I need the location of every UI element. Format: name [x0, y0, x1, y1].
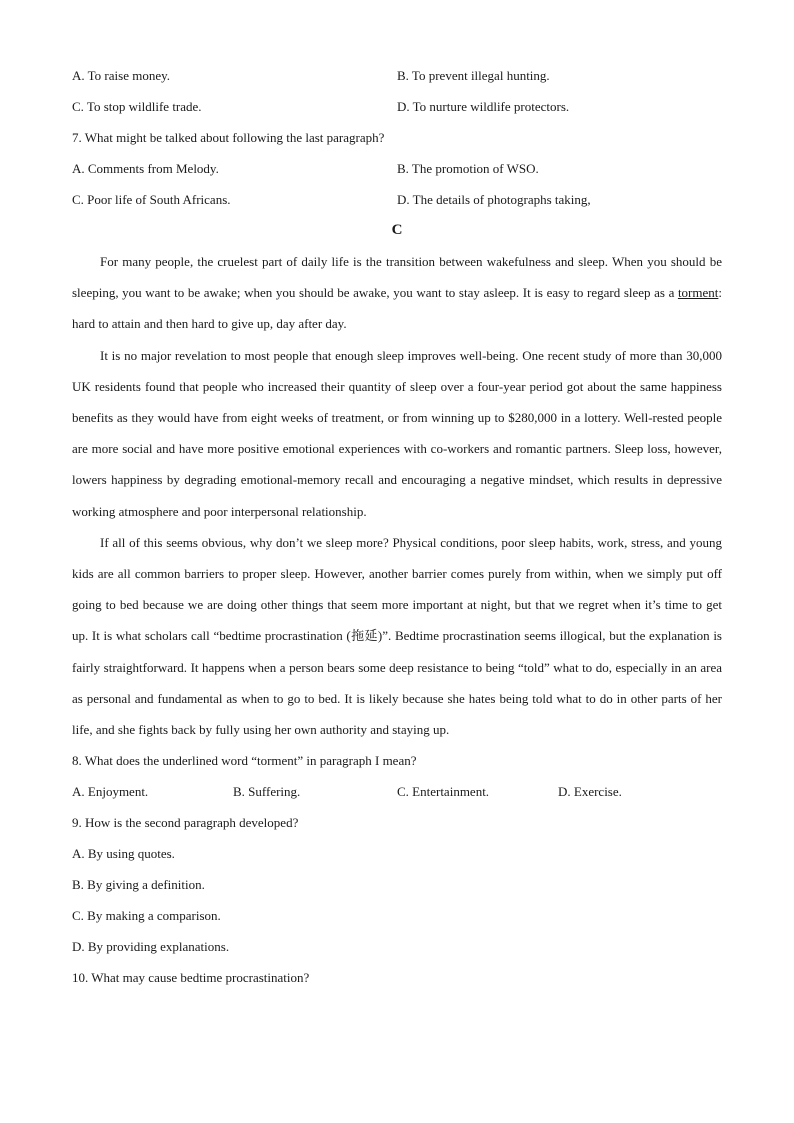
- q8-option-b: B. Suffering.: [233, 784, 301, 800]
- q6-option-d: D. To nurture wildlife protectors.: [397, 99, 570, 114]
- q7-options-row-1: [72, 153, 722, 184]
- q8-option-d: D. Exercise.: [558, 784, 622, 800]
- q6-option-a: A. To raise money.: [72, 68, 171, 83]
- q9-option-d: D. By providing explanations.: [72, 939, 230, 955]
- q7-option-c: C. Poor life of South Africans.: [72, 192, 231, 207]
- q8-stem: 8. What does the underlined word “torment” in paragraph I mean?: [72, 753, 417, 769]
- q7-options-row-2: [72, 184, 722, 215]
- q7-option-a: A. Comments from Melody.: [72, 161, 219, 176]
- q7-stem: 7. What might be talked about following the last paragraph?: [72, 130, 385, 145]
- passage-paragraph-1: [72, 246, 722, 340]
- q8-option-a: A. Enjoyment.: [72, 784, 149, 800]
- q9-option-c: C. By making a comparison.: [72, 908, 221, 924]
- q6-option-c: C. To stop wildlife trade.: [72, 99, 202, 114]
- q9-option-b: B. By giving a definition.: [72, 877, 205, 893]
- q8-option-c: C. Entertainment.: [397, 784, 490, 800]
- underlined-word: torment: [677, 285, 719, 301]
- passage-paragraph-3: If all of this seems obvious, why don’t we sleep more? Physical conditions, poor sleep habits, work, stress, and young kids are all common barriers to proper sleep. However, another barrier comes purely from within, when we simply put off going to bed because we are doing other things that seem more important at night, but that we regret when it’s time to get up. It is what scholars call “bedtime procrastination (拖延)”. Bedtime procrastination seems illogical, but the explanation is fairly straightforward. It happens when a person bears some deep resistance to being “told” what to do, especially in an area as personal and fundamental as when to go to bed. It is likely because she hates being told what to do in other parts of her life, and she fights back by fully using her own authority and staying up.: [72, 534, 722, 738]
- q10-stem: 10. What may cause bedtime procrastination?: [72, 970, 310, 986]
- q7-option-b: B. The promotion of WSO.: [397, 161, 539, 176]
- passage-p1-after: : hard to attain and then hard to give up, day after day.: [72, 285, 722, 332]
- section-heading: C: [391, 222, 403, 238]
- document-page: [72, 60, 722, 993]
- q8-options-row: [72, 776, 722, 807]
- q7-option-d: D. The details of photographs taking,: [397, 192, 591, 207]
- passage-paragraph-2: It is no major revelation to most people that enough sleep improves well-being. One recent study of more than 30,000 UK residents found that people who increased their quantity of sleep over a four-year period got about the same happiness benefits as they would have from eight weeks of treatment, or from winning up to $280,000 in a lottery. Well-rested people are more social and have more positive emotional experiences with co-workers and romantic partners. Sleep loss, however, lowers happiness by degrading emotional-memory recall and encouraging a negative mindset, which results in depressive working atmosphere and poor interpersonal relationship.: [72, 347, 722, 519]
- passage-p1-before: For many people, the cruelest part of daily life is the transition between wakefulness and sleep. When you should be sleeping, you want to be awake; when you should be awake, you want to stay asleep. It is easy to regard sleep as a: [72, 254, 722, 301]
- q9-option-a: A. By using quotes.: [72, 846, 175, 862]
- q6-option-b: B. To prevent illegal hunting.: [397, 68, 550, 83]
- q9-stem: 9. How is the second paragraph developed?: [72, 815, 299, 831]
- q6-options-row-2: [72, 91, 722, 122]
- q6-options-row-1: [72, 60, 722, 91]
